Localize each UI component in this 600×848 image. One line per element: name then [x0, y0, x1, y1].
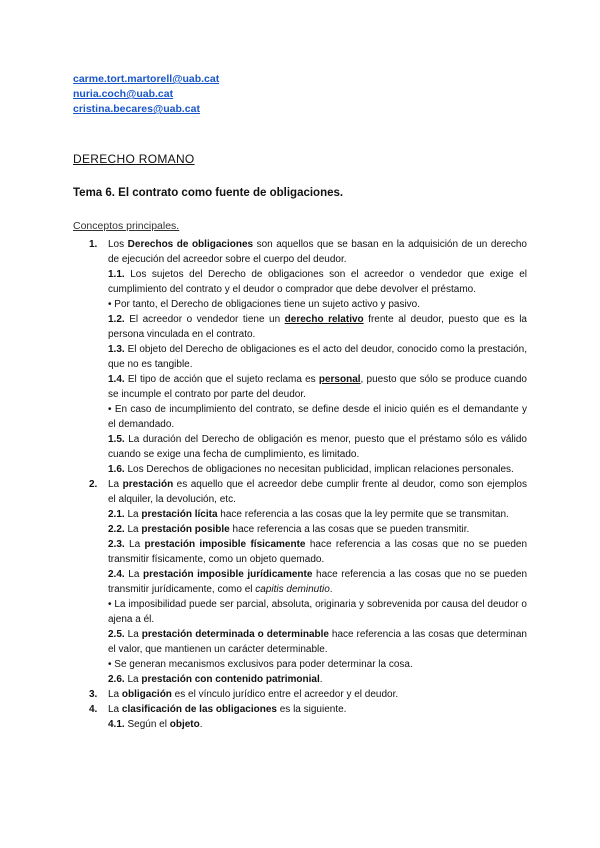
sub-number: 1.5.	[108, 434, 125, 445]
sub-number: 1.3.	[108, 344, 125, 355]
bullet-note: • Por tanto, el Derecho de obligaciones tiene un sujeto activo y pasivo.	[108, 299, 421, 310]
sub-item	[73, 432, 527, 462]
sub-item	[73, 312, 527, 342]
section-heading: Conceptos principales.	[73, 220, 180, 232]
bullet-note: • En caso de incumplimiento del contrato, se define desde el inicio quién es el demandante y el demandado.	[108, 404, 527, 430]
text: El acreedor o vendedor tiene un	[124, 314, 285, 325]
text: Los Derechos de obligaciones no necesitan publicidad, implican relaciones personales.	[124, 464, 514, 475]
email-link-1[interactable]: carme.tort.martorell@uab.cat	[73, 73, 220, 85]
text: La	[124, 674, 142, 685]
text: .	[329, 584, 333, 595]
term: prestación lícita	[141, 509, 218, 520]
sub-number: 2.5.	[108, 629, 125, 640]
sub-number: 4.1.	[108, 719, 125, 730]
email-list	[73, 72, 219, 117]
sub-number: 1.4.	[108, 374, 125, 385]
sub-item	[73, 267, 527, 297]
sub-item	[73, 627, 527, 657]
list-item	[73, 702, 527, 717]
text: hace referencia a las cosas que no se pueden transmitir físicamente, como un objeto quemado.	[108, 539, 528, 565]
bullet-note: • Se generan mecanismos exclusivos para poder determinar la cosa.	[108, 659, 413, 670]
text: La	[124, 629, 142, 640]
email-link-3[interactable]: cristina.becares@uab.cat	[73, 103, 200, 115]
sub-item	[73, 537, 527, 567]
item-number: 2.	[89, 479, 98, 490]
sub-number: 1.1.	[108, 269, 125, 280]
term: prestación imposible jurídicamente	[142, 569, 313, 580]
bullet-note: • La imposibilidad puede ser parcial, absoluta, originaria y sobrevenida por causa del deudor o ajena a él.	[108, 599, 527, 625]
sub-item	[73, 507, 527, 522]
text: El objeto del Derecho de obligaciones es el acto del deudor, conocido como la prestación, que no es tangible.	[108, 344, 527, 370]
item-number: 1.	[89, 239, 98, 250]
text: Los	[108, 239, 128, 250]
text: La	[124, 509, 142, 520]
text: .	[319, 674, 323, 685]
topic-heading: Tema 6. El contrato como fuente de obligaciones.	[73, 187, 344, 199]
term: personal	[318, 374, 361, 385]
text: La duración del Derecho de obligación es menor, puesto que el préstamo sólo es válido cuando se exige una fecha de cumplimiento, es limitado.	[108, 434, 527, 460]
term: clasificación de las obligaciones	[121, 704, 277, 715]
sub-item	[73, 342, 527, 372]
term: Derechos de obligaciones	[127, 239, 254, 250]
term: prestación determinada o determinable	[141, 629, 329, 640]
text: es el vínculo jurídico entre el acreedor y el deudor.	[171, 689, 399, 700]
text: El tipo de acción que el sujeto reclama es	[124, 374, 319, 385]
sub-item	[73, 717, 527, 732]
text: La	[124, 524, 142, 535]
text: La	[108, 689, 122, 700]
text: La	[124, 569, 143, 580]
email-link-2[interactable]: nuria.coch@uab.cat	[73, 88, 174, 100]
text: Según el	[124, 719, 170, 730]
text: Los sujetos del Derecho de obligaciones son el acreedor o vendedor que exige el cumplimiento del contrato y el deudor o comprador que debe devolver el préstamo.	[108, 269, 527, 295]
text: , puesto que sólo se produce cuando se incumple el contrato por parte del deudor.	[108, 374, 527, 400]
text: hace referencia a las cosas que determinan el valor, que mantienen un carácter determinable.	[108, 629, 527, 655]
text: hace referencia a las cosas que no se pueden transmitir jurídicamente, como el	[108, 569, 528, 595]
sub-number: 2.6.	[108, 674, 125, 685]
sub-number: 1.2.	[108, 314, 125, 325]
sub-number: 2.4.	[108, 569, 125, 580]
sub-number: 1.6.	[108, 464, 125, 475]
term: obligación	[121, 689, 172, 700]
term: prestación	[122, 479, 174, 490]
term: objeto	[169, 719, 200, 730]
text: La	[108, 479, 123, 490]
subject-title: DERECHO ROMANO	[73, 152, 195, 166]
text: son aquellos que se basan en la adquisición de un derecho de ejecución del acreedor sobre el cuerpo del deudor.	[108, 239, 527, 265]
sub-number: 2.1.	[108, 509, 125, 520]
term: prestación con contenido patrimonial	[141, 674, 320, 685]
text: hace referencia a las cosas que la ley permite que se transmitan.	[217, 509, 509, 520]
sub-item	[73, 372, 527, 402]
term: prestación posible	[141, 524, 230, 535]
sub-item	[73, 522, 527, 537]
text: La	[124, 539, 145, 550]
text: frente al deudor, puesto que es la persona vinculada en el contrato.	[108, 314, 527, 340]
item-number: 4.	[89, 704, 98, 715]
list-item	[73, 687, 527, 702]
sub-item	[73, 672, 527, 687]
item-number: 3.	[89, 689, 98, 700]
term: prestación imposible físicamente	[144, 539, 306, 550]
sub-number: 2.2.	[108, 524, 125, 535]
text: es aquello que el acreedor debe cumplir frente al deudor, como son ejemplos el alquiler, la devolución, etc.	[108, 479, 527, 505]
text: es la siguiente.	[276, 704, 347, 715]
concept-list	[73, 237, 527, 732]
sub-number: 2.3.	[108, 539, 125, 550]
list-item	[73, 477, 527, 507]
sub-item	[73, 462, 527, 477]
term: derecho relativo	[284, 314, 364, 325]
text: La	[108, 704, 122, 715]
sub-item	[73, 567, 527, 597]
list-item	[73, 237, 527, 267]
text: hace referencia a las cosas que se pueden transmitir.	[229, 524, 470, 535]
text: .	[199, 719, 203, 730]
latin-term: capitis deminutio	[255, 584, 330, 595]
